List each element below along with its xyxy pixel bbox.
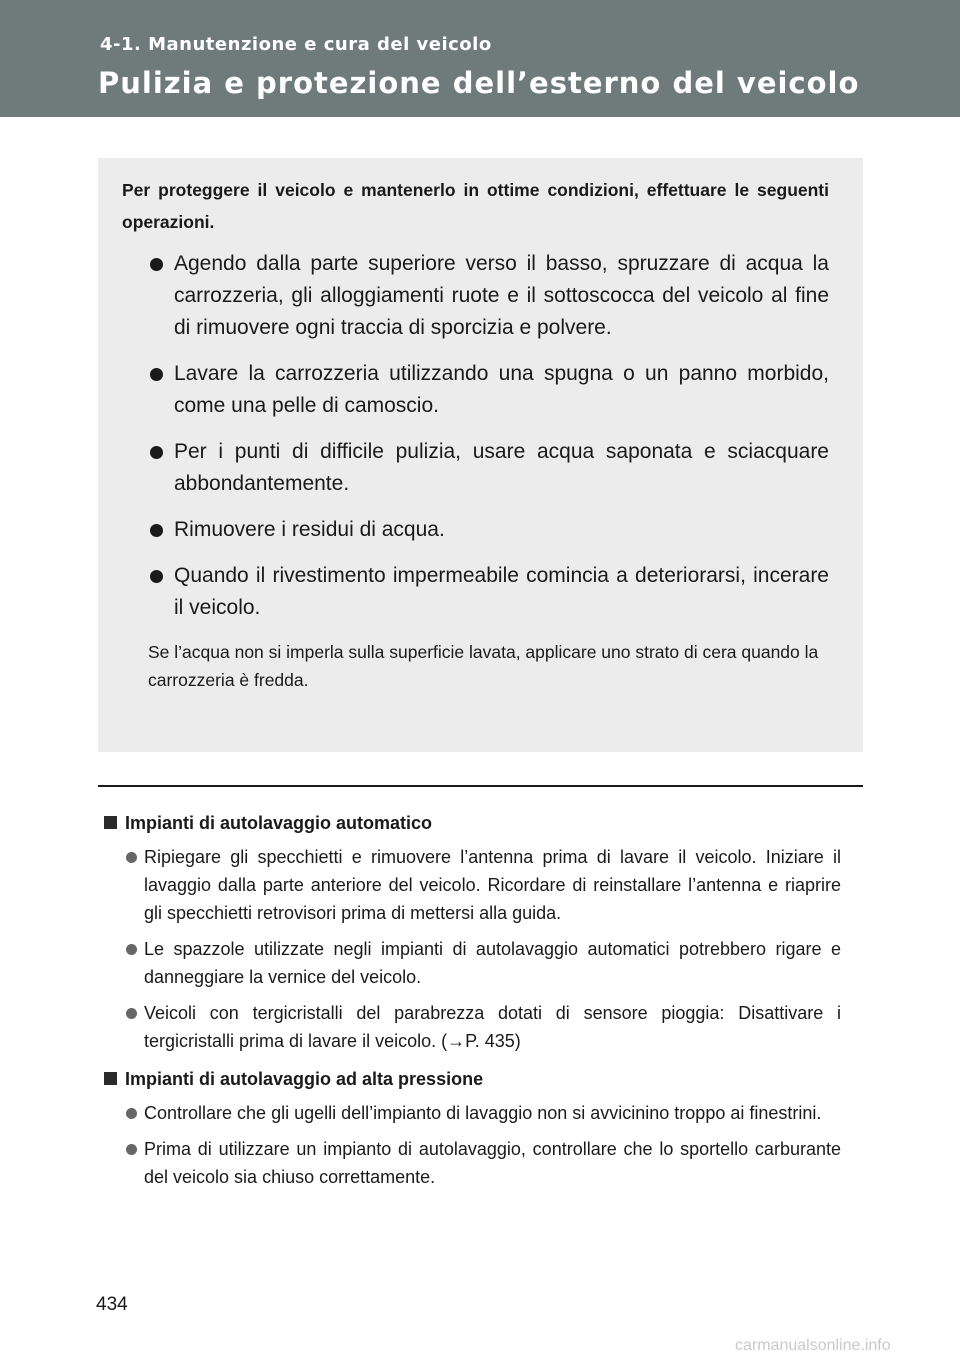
note-heading — [103, 809, 841, 837]
list-item — [122, 358, 829, 422]
list-item — [122, 248, 829, 344]
list-item-text: Rimuovere i residui di acqua. — [174, 518, 445, 541]
notes-section — [103, 809, 841, 1199]
procedure-list — [122, 248, 829, 624]
list-item-text: Lavare la carrozzeria utilizzando una spugna o un panno morbido, come una pelle di camoscio. — [174, 362, 829, 417]
note-item-text: Controllare che gli ugelli dell’impianto di lavaggio non si avvicinino troppo ai finestrini. — [144, 1103, 822, 1123]
list-item — [122, 560, 829, 624]
list-item-text: Per i punti di difficile pulizia, usare acqua saponata e sciacquare abbondantemente. — [174, 440, 829, 495]
list-item — [122, 514, 829, 546]
note-heading-text: Impianti di autolavaggio ad alta pressione — [125, 1069, 484, 1089]
note-item-text: Ripiegare gli specchietti e rimuovere l’antenna prima di lavare il veicolo. Iniziare il lavaggio dalla parte anteriore del veicolo. Ricordare di reinstallare l’antenna e riaprire gli specchietti retrovisori prima di mettersi alla guida. — [144, 847, 841, 923]
bullet-dot-icon — [126, 944, 137, 955]
bullet-dot-icon — [150, 368, 163, 381]
note-item — [103, 999, 841, 1055]
note-item — [103, 935, 841, 991]
note-item — [103, 1099, 841, 1127]
bullet-dot-icon — [126, 852, 137, 863]
list-item-text: Quando il rivestimento impermeabile comincia a deteriorarsi, incerare il veicolo. — [174, 564, 829, 619]
bullet-dot-icon — [126, 1144, 137, 1155]
bullet-dot-icon — [126, 1108, 137, 1119]
page-number: 434 — [96, 1294, 128, 1315]
box-note: Se l’acqua non si imperla sulla superficie lavata, applicare uno strato di cera quando la carrozzeria è fredda. — [148, 642, 819, 690]
divider — [98, 785, 863, 787]
bullet-dot-icon — [150, 524, 163, 537]
note-item — [103, 1135, 841, 1191]
list-item-text: Agendo dalla parte superiore verso il basso, spruzzare di acqua la carrozzeria, gli alloggiamenti ruote e il sottoscocca del veicolo al fine di rimuovere ogni traccia di sporcizia e polvere. — [174, 252, 829, 339]
bullet-dot-icon — [150, 570, 163, 583]
note-heading — [103, 1065, 841, 1093]
watermark: carmanualsonline.info — [735, 1337, 891, 1354]
note-heading-text: Impianti di autolavaggio automatico — [125, 813, 433, 833]
note-item — [103, 843, 841, 927]
intro-box — [98, 158, 863, 752]
note-item-text: Le spazzole utilizzate negli impianti di autolavaggio automatici potrebbero rigare e danneggiare la vernice del veicolo. — [144, 939, 841, 987]
page-title: Pulizia e protezione dell’esterno del veicolo — [98, 66, 860, 100]
bullet-dot-icon — [126, 1008, 137, 1019]
list-item — [122, 436, 829, 500]
bullet-dot-icon — [150, 258, 163, 271]
bullet-dot-icon — [150, 446, 163, 459]
section-label: 4-1. Manutenzione e cura del veicolo — [100, 34, 492, 55]
chapter-header — [0, 0, 960, 117]
square-bullet-icon — [104, 816, 117, 829]
note-item-text: Veicoli con tergicristalli del parabrezza dotati di sensore pioggia: Disattivare i tergicristalli prima di lavare il veicolo. (→P. 435) — [144, 1003, 841, 1051]
note-item-text: Prima di utilizzare un impianto di autolavaggio, controllare che lo sportello carburante del veicolo sia chiuso correttamente. — [144, 1139, 841, 1187]
intro-text: Per proteggere il veicolo e mantenerlo in ottime condizioni, effettuare le seguenti operazioni. — [122, 180, 829, 232]
square-bullet-icon — [104, 1072, 117, 1085]
